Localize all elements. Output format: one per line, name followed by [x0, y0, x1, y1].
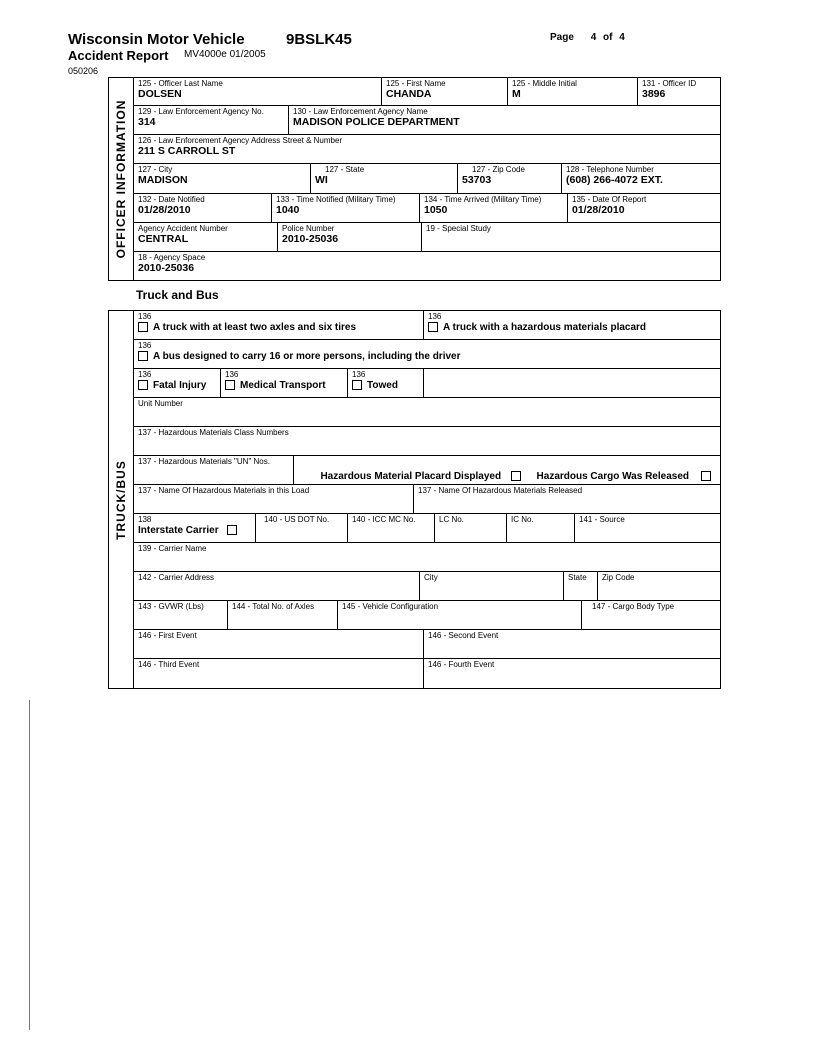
case-id: 9BSLK45 — [286, 31, 352, 48]
carrier-zip-field[interactable]: Zip Code — [602, 573, 635, 582]
us-dot-field[interactable]: 140 - US DOT No. — [256, 514, 348, 542]
agency-number-field[interactable]: 129 - Law Enforcement Agency No. 314 — [134, 106, 289, 134]
special-study-field[interactable]: 19 - Special Study — [426, 224, 491, 233]
officer-first-name-field[interactable]: 125 - First Name CHANDA — [382, 78, 508, 105]
hazmat-name-released-field[interactable]: 137 - Name Of Hazardous Materials Released — [418, 486, 583, 495]
source-field[interactable]: 141 - Source — [579, 515, 625, 524]
vehicle-configuration-field[interactable]: 145 - Vehicle Configuration — [338, 601, 582, 629]
truck-bus-section — [108, 310, 721, 689]
date-notified-field[interactable]: 132 - Date Notified 01/28/2010 — [134, 194, 272, 222]
medical-transport-option[interactable]: 136 Medical Transport — [221, 369, 348, 397]
interstate-carrier-option[interactable]: 138 Interstate Carrier — [134, 514, 256, 542]
hazmat-name-load-field[interactable]: 137 - Name Of Hazardous Materials in this Load — [134, 485, 414, 513]
ic-number-field[interactable]: IC No. — [507, 514, 575, 542]
second-event-field[interactable]: 146 - Second Event — [428, 631, 499, 640]
scan-margin-line — [29, 700, 30, 1030]
form-code: 050206 — [68, 66, 99, 76]
fatal-injury-checkbox[interactable] — [138, 380, 148, 390]
officer-information-section — [108, 77, 721, 281]
page-number: 4 — [590, 32, 597, 43]
truck-bus-side-label: TRUCK/BUS — [109, 311, 134, 688]
report-title: Wisconsin Motor Vehicle — [68, 31, 245, 48]
carrier-address-field[interactable]: 142 - Carrier Address — [134, 572, 420, 600]
axles-field[interactable]: 144 - Total No. of Axles — [228, 601, 338, 629]
truck-hazmat-option[interactable]: 136 A truck with a hazardous materials placard — [428, 312, 647, 333]
officer-zip-field[interactable]: 127 - Zip Code 53703 — [458, 164, 562, 193]
lc-number-field[interactable]: LC No. — [435, 514, 507, 542]
officer-middle-initial-field[interactable]: 125 - Middle Initial M — [508, 78, 638, 105]
page-indicator — [550, 32, 625, 43]
officer-id-field[interactable]: 131 - Officer ID 3896 — [642, 79, 697, 100]
hazmat-un-field[interactable]: 137 - Hazardous Materials "UN" Nos. — [134, 456, 294, 484]
page-label: Page — [550, 32, 574, 43]
towed-checkbox[interactable] — [352, 380, 362, 390]
gvwr-field[interactable]: 143 - GVWR (Lbs) — [134, 601, 228, 629]
towed-option[interactable]: 136 Towed — [348, 369, 424, 397]
first-event-field[interactable]: 146 - First Event — [134, 630, 424, 658]
officer-side-label: OFFICER INFORMATION — [109, 78, 134, 280]
page-total: 4 — [619, 32, 625, 43]
time-arrived-field[interactable]: 134 - Time Arrived (Military Time) 1050 — [420, 194, 568, 222]
time-notified-field[interactable]: 133 - Time Notified (Military Time) 1040 — [272, 194, 420, 222]
hazmat-class-field[interactable]: 137 - Hazardous Materials Class Numbers — [138, 428, 289, 437]
cargo-body-type-field[interactable]: 147 - Cargo Body Type — [592, 602, 675, 611]
officer-phone-field[interactable]: 128 - Telephone Number (608) 266-4072 EXT. — [566, 165, 663, 186]
icc-mc-field[interactable]: 140 - ICC MC No. — [348, 514, 435, 542]
form-number: MV4000e 01/2005 — [184, 49, 266, 60]
agency-space-field[interactable]: 18 - Agency Space 2010-25036 — [138, 253, 206, 274]
placard-displayed-option[interactable]: Hazardous Material Placard Displayed — [320, 471, 526, 482]
truck-axles-option[interactable]: 136 A truck with at least two axles and six tires — [134, 311, 424, 339]
unit-number-field[interactable]: Unit Number — [138, 399, 183, 408]
cargo-released-checkbox[interactable] — [701, 471, 711, 481]
third-event-field[interactable]: 146 - Third Event — [134, 659, 424, 688]
cargo-released-option[interactable]: Hazardous Cargo Was Released — [537, 471, 716, 482]
officer-state-field[interactable]: 127 - State WI — [311, 164, 458, 193]
bus-checkbox[interactable] — [138, 351, 148, 361]
report-subtitle: Accident Report — [68, 48, 169, 63]
police-number-field[interactable]: Police Number 2010-25036 — [278, 223, 422, 251]
agency-address-field[interactable]: 126 - Law Enforcement Agency Address Street & Number 211 S CARROLL ST — [138, 136, 343, 157]
placard-displayed-checkbox[interactable] — [511, 471, 521, 481]
carrier-city-field[interactable]: City — [420, 572, 564, 600]
truck-axles-checkbox[interactable] — [138, 322, 148, 332]
fatal-injury-option[interactable]: 136 Fatal Injury — [134, 369, 221, 397]
carrier-name-field[interactable]: 139 - Carrier Name — [138, 544, 207, 553]
truck-hazmat-checkbox[interactable] — [428, 322, 438, 332]
truck-bus-title: Truck and Bus — [136, 288, 219, 302]
interstate-carrier-checkbox[interactable] — [227, 525, 237, 535]
carrier-state-field[interactable]: State — [564, 572, 598, 600]
bus-option[interactable]: 136 A bus designed to carry 16 or more persons, including the driver — [138, 341, 461, 362]
officer-last-name-field[interactable]: 125 - Officer Last Name DOLSEN — [134, 78, 382, 105]
agency-name-field[interactable]: 130 - Law Enforcement Agency Name MADISON POLICE DEPARTMENT — [293, 107, 460, 128]
page-of: of — [603, 32, 613, 43]
medical-transport-checkbox[interactable] — [225, 380, 235, 390]
officer-city-field[interactable]: 127 - City MADISON — [134, 164, 311, 193]
date-of-report-field[interactable]: 135 - Date Of Report 01/28/2010 — [572, 195, 647, 216]
fourth-event-field[interactable]: 146 - Fourth Event — [428, 660, 495, 669]
agency-accident-number-field[interactable]: Agency Accident Number CENTRAL — [134, 223, 278, 251]
